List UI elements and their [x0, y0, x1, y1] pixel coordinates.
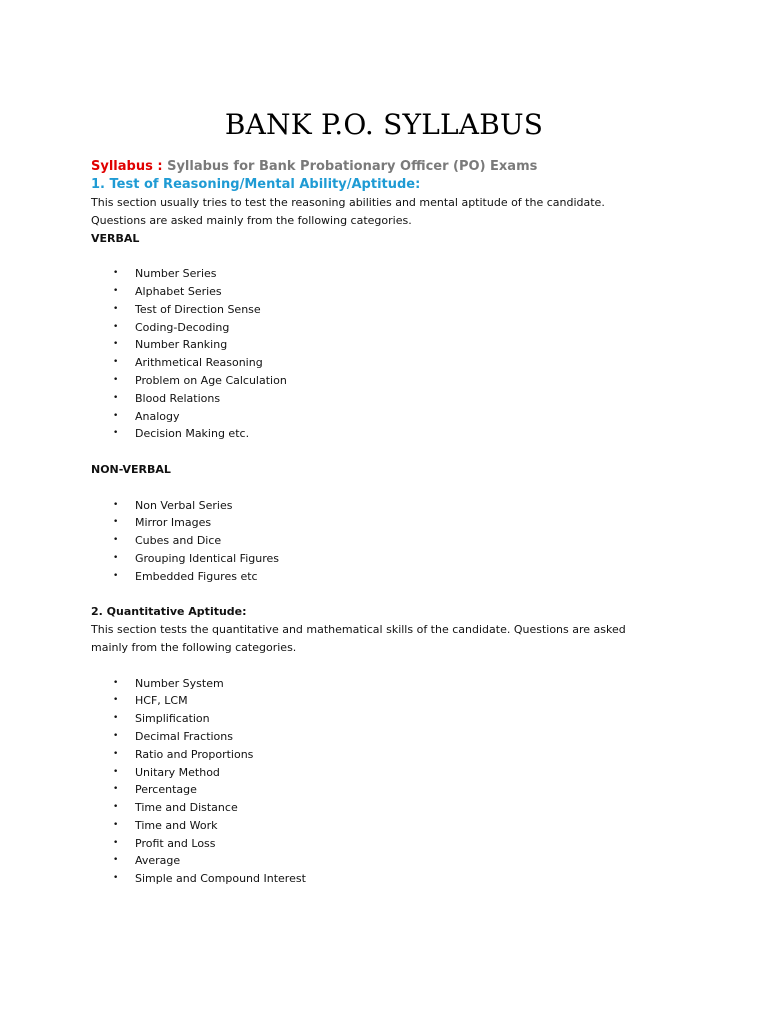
syllabus-subtitle: Syllabus for Bank Probationary Officer (PO) Exams	[167, 159, 538, 174]
bullet-icon: •	[113, 855, 119, 866]
bullet-icon: •	[113, 339, 119, 350]
bullet-icon: •	[113, 321, 119, 332]
bullet-icon: •	[113, 535, 119, 546]
section1-para-line2: Questions are asked mainly from the following categories.	[91, 213, 412, 227]
bullet-icon: •	[113, 837, 119, 848]
bullet-icon: •	[113, 819, 119, 830]
bullet-icon: •	[113, 570, 119, 581]
section1-para-line1: This section usually tries to test the reasoning abilities and mental aptitude of the candidate.	[91, 196, 605, 209]
document-body	[91, 158, 691, 888]
page-title: BANK P.O. SYLLABUS	[224, 108, 544, 141]
list-item	[91, 692, 691, 710]
list-item-text: Grouping Identical Figures	[135, 551, 279, 565]
bullet-icon: •	[113, 499, 119, 510]
verbal-list	[91, 265, 691, 443]
list-item-text: Simplification	[135, 712, 210, 726]
bullet-icon: •	[113, 695, 119, 706]
syllabus-key: Syllabus :	[91, 159, 163, 174]
section2-heading: 2. Quantitative Aptitude:	[91, 605, 247, 619]
section1-heading: 1. Test of Reasoning/Mental Ability/Aptitude:	[91, 177, 421, 192]
bullet-icon: •	[113, 730, 119, 741]
list-item	[91, 425, 691, 443]
list-item-text: Simple and Compound Interest	[135, 872, 306, 886]
nonverbal-list	[91, 497, 691, 586]
list-item-text: Embedded Figures etc	[135, 569, 258, 583]
list-item-text: Analogy	[135, 409, 180, 423]
nonverbal-label: NON-VERBAL	[91, 462, 171, 476]
list-item-text: Unitary Method	[135, 765, 220, 779]
list-item	[91, 265, 691, 283]
list-item	[91, 710, 691, 728]
list-item	[91, 675, 691, 693]
list-item	[91, 870, 691, 888]
list-item-text: Percentage	[135, 783, 197, 797]
bullet-icon: •	[113, 285, 119, 296]
list-item	[91, 781, 691, 799]
quant-list	[91, 675, 691, 889]
bullet-icon: •	[113, 784, 119, 795]
list-item-text: Decimal Fractions	[135, 729, 233, 743]
list-item-text: Problem on Age Calculation	[135, 373, 287, 387]
bullet-icon: •	[113, 873, 119, 884]
list-item	[91, 390, 691, 408]
list-item-text: Non Verbal Series	[135, 498, 233, 512]
bullet-icon: •	[113, 552, 119, 563]
list-item-text: Alphabet Series	[135, 284, 222, 298]
list-item-text: Time and Distance	[135, 801, 238, 815]
list-item	[91, 835, 691, 853]
list-item	[91, 336, 691, 354]
list-item	[91, 817, 691, 835]
list-item-text: Average	[135, 854, 181, 868]
list-item-text: Decision Making etc.	[135, 427, 250, 441]
list-item-text: Mirror Images	[135, 516, 212, 530]
list-item-text: Profit and Loss	[135, 836, 216, 850]
list-item	[91, 852, 691, 870]
bullet-icon: •	[113, 748, 119, 759]
list-item	[91, 764, 691, 782]
list-item	[91, 799, 691, 817]
list-item-text: Blood Relations	[135, 391, 221, 405]
list-item-text: Time and Work	[135, 818, 218, 832]
list-item	[91, 319, 691, 337]
list-item-text: Number Series	[135, 267, 217, 281]
list-item-text: HCF, LCM	[135, 694, 188, 708]
list-item	[91, 514, 691, 532]
list-item	[91, 408, 691, 426]
list-item	[91, 568, 691, 586]
bullet-icon: •	[113, 268, 119, 279]
list-item	[91, 283, 691, 301]
bullet-icon: •	[113, 410, 119, 421]
list-item	[91, 354, 691, 372]
list-item-text: Coding-Decoding	[135, 320, 230, 334]
list-item	[91, 532, 691, 550]
list-item	[91, 497, 691, 515]
list-item	[91, 301, 691, 319]
bullet-icon: •	[113, 392, 119, 403]
list-item	[91, 550, 691, 568]
section2-para-line2: mainly from the following categories.	[91, 640, 297, 654]
list-item-text: Ratio and Proportions	[135, 747, 254, 761]
list-item-text: Number Ranking	[135, 338, 228, 352]
bullet-icon: •	[113, 428, 119, 439]
bullet-icon: •	[113, 517, 119, 528]
bullet-icon: •	[113, 357, 119, 368]
list-item	[91, 372, 691, 390]
verbal-label: VERBAL	[91, 231, 140, 245]
section2-para-line1: This section tests the quantitative and mathematical skills of the candidate. Questions are asked	[91, 623, 626, 637]
syllabus-line	[91, 158, 691, 176]
bullet-icon: •	[113, 802, 119, 813]
list-item-text: Number System	[135, 676, 224, 690]
list-item-text: Arithmetical Reasoning	[135, 356, 263, 370]
list-item-text: Cubes and Dice	[135, 534, 222, 548]
list-item	[91, 746, 691, 764]
bullet-icon: •	[113, 677, 119, 688]
bullet-icon: •	[113, 766, 119, 777]
bullet-icon: •	[113, 374, 119, 385]
list-item-text: Test of Direction Sense	[135, 302, 261, 316]
list-item	[91, 728, 691, 746]
bullet-icon: •	[113, 303, 119, 314]
bullet-icon: •	[113, 713, 119, 724]
